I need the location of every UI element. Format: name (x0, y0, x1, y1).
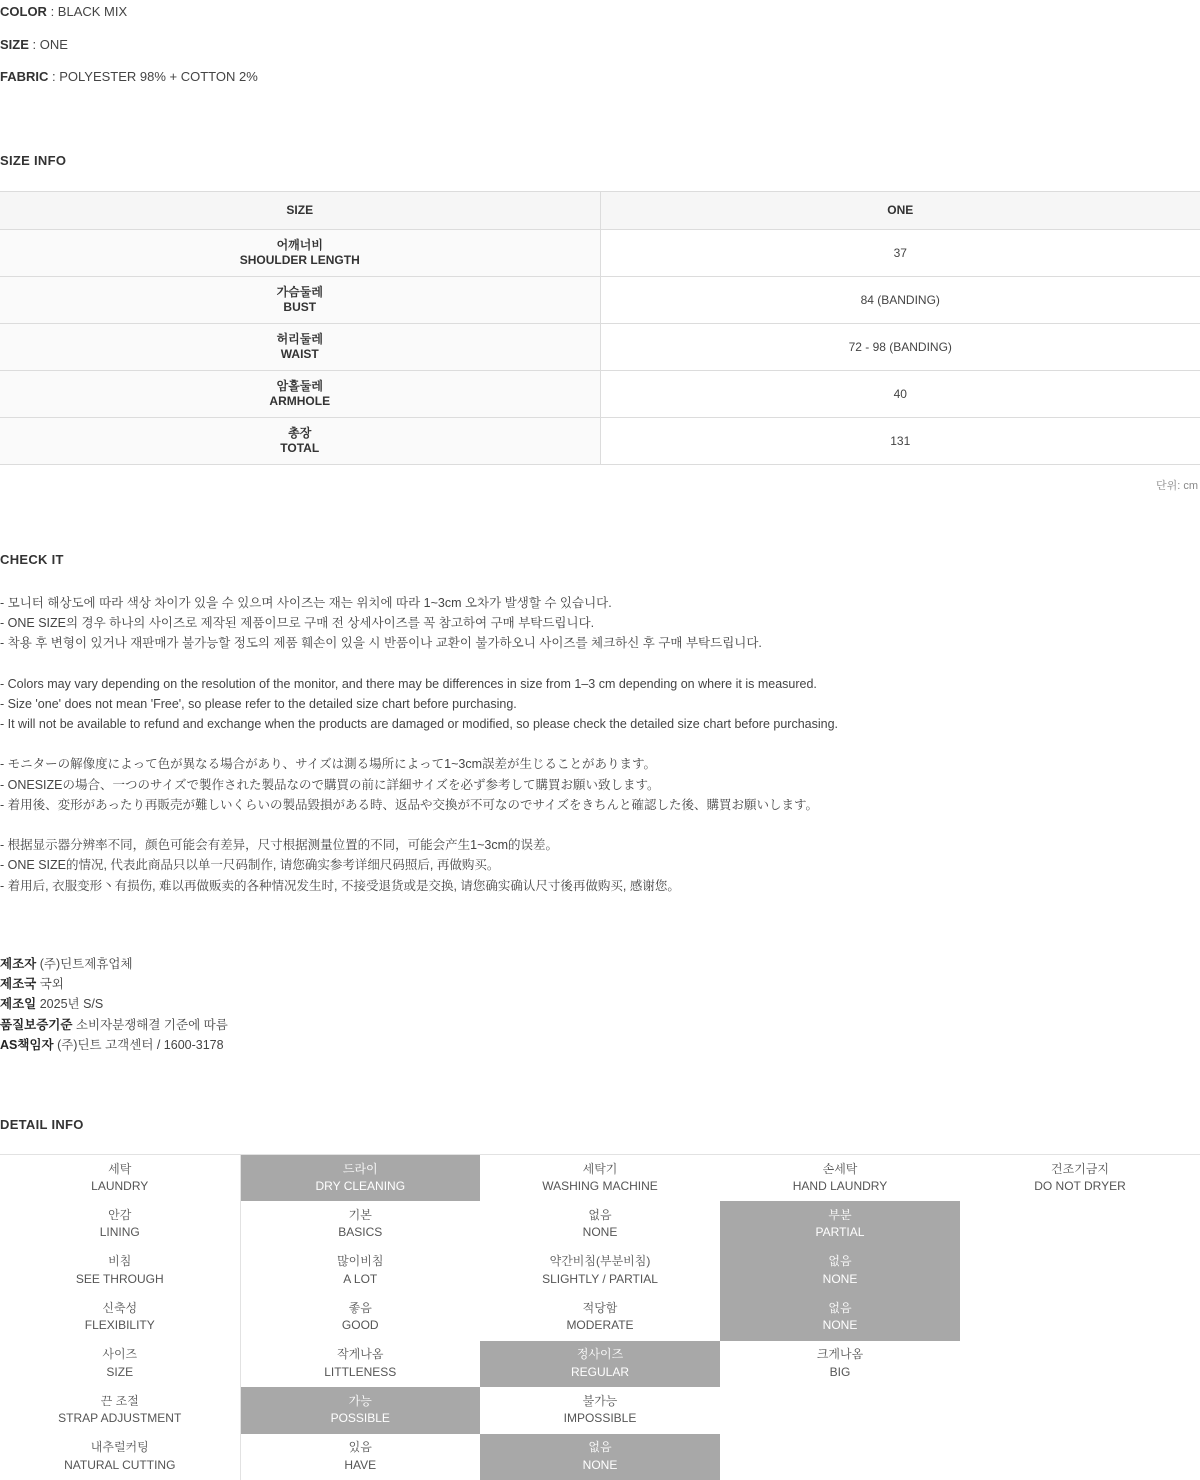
detail-row-label-kr: 안감 (108, 1207, 132, 1222)
size-row-label-kr: 허리둘레 (276, 331, 323, 346)
detail-option-cell (480, 1201, 720, 1248)
detail-option-cell (960, 1201, 1200, 1248)
detail-option-en: REGULAR (570, 1364, 629, 1379)
detail-option-kr: 기본 (348, 1207, 372, 1222)
manufacturer-value: 소비자분쟁해결 기준에 따름 (72, 1017, 228, 1032)
detail-row-label-kr: 비침 (108, 1254, 132, 1269)
detail-option-kr: 많이비침 (337, 1254, 384, 1269)
note-line: - 착용 후 변형이 있거나 재판매가 불가능할 정도의 제품 훼손이 있을 시 반품이나 교환이 불가하오니 사이즈를 체크하신 후 구매 부탁드립니다. (0, 636, 762, 651)
detail-option-cell (240, 1387, 480, 1434)
size-row-label-kr: 가슴둘레 (276, 284, 323, 299)
detail-row-label (0, 1341, 240, 1388)
detail-option-en: HAVE (344, 1457, 377, 1472)
table-row (0, 323, 1200, 370)
spec-value: : POLYESTER 98% + COTTON 2% (48, 69, 258, 85)
detail-option-kr: 없음 (828, 1300, 852, 1315)
detail-option-en: DRY CLEANING (315, 1179, 406, 1194)
detail-row-label-kr: 내추럴커팅 (90, 1440, 149, 1455)
detail-option-kr: 크게나옴 (816, 1347, 864, 1362)
detail-option-cell (960, 1155, 1200, 1202)
manufacturer-label: 제조자 (0, 956, 37, 971)
detail-info-table (0, 1154, 1200, 1480)
size-table-head (0, 191, 1200, 229)
spec-value: : ONE (28, 36, 68, 52)
manufacturer-label: 제조국 (0, 977, 37, 992)
size-row-value: 37 (600, 229, 1200, 276)
detail-row (0, 1434, 1200, 1480)
detail-option-en: IMPOSSIBLE (563, 1411, 637, 1426)
product-spec-list (0, 4, 1200, 85)
detail-option-cell (240, 1434, 480, 1480)
detail-option-cell (720, 1294, 960, 1341)
manufacturer-label: 제조일 (0, 997, 37, 1012)
size-table-header-row (0, 191, 1200, 229)
detail-option-cell (240, 1341, 480, 1388)
detail-option-kr: 손세탁 (822, 1161, 858, 1176)
detail-option-kr: 적당함 (582, 1300, 618, 1315)
note-line: - It will not be available to refund and exchange when the products are damaged or modified, so please check the detailed size chart before purchasing. (0, 717, 839, 732)
detail-option-kr: 정사이즈 (576, 1347, 624, 1362)
detail-option-cell (240, 1248, 480, 1295)
detail-option-en: SLIGHTLY / PARTIAL (542, 1271, 658, 1286)
manufacturer-label: 품질보증기준 (0, 1017, 73, 1032)
size-info-heading: SIZE INFO (0, 152, 67, 168)
detail-option-cell (480, 1155, 720, 1202)
detail-row-label (0, 1434, 240, 1480)
detail-option-kr: 좋음 (348, 1300, 372, 1315)
detail-option-en: PARTIAL (815, 1225, 865, 1240)
detail-info-heading: DETAIL INFO (0, 1117, 84, 1133)
check-it-notes (0, 593, 1200, 896)
spec-line (0, 4, 1200, 20)
detail-option-cell (720, 1201, 960, 1248)
manufacturer-value: 2025년 S/S (36, 997, 104, 1012)
size-row-label-en: TOTAL (280, 440, 320, 455)
size-row-label-kr: 어깨너비 (276, 237, 323, 252)
detail-option-en: NONE (582, 1457, 618, 1472)
note-line: - ONE SIZE的情况, 代表此商品只以单一尺码制作, 请您确实参考详细尺码照后, 再做购买。 (0, 858, 500, 873)
note-group (0, 593, 1200, 654)
note-group (0, 835, 1200, 896)
note-line: - Size 'one' does not mean 'Free', so please refer to the detailed size chart before purchasing. (0, 696, 517, 711)
detail-option-en: HAND LAUNDRY (792, 1179, 888, 1194)
table-row (0, 276, 1200, 323)
detail-option-cell (960, 1294, 1200, 1341)
detail-option-cell (720, 1341, 960, 1388)
size-row-label-kr: 총장 (288, 425, 312, 440)
note-group (0, 674, 1200, 735)
size-table-header-one: ONE (600, 191, 1200, 229)
detail-option-cell (480, 1341, 720, 1388)
detail-option-en: A LOT (343, 1271, 378, 1286)
detail-option-kr: 가능 (348, 1393, 372, 1408)
detail-row-label-en: LAUNDRY (91, 1179, 149, 1194)
detail-option-en: BASICS (338, 1225, 383, 1240)
detail-row-label-kr: 사이즈 (102, 1347, 138, 1362)
detail-option-cell (960, 1387, 1200, 1434)
detail-option-en: POSSIBLE (330, 1411, 390, 1426)
check-it-heading: CHECK IT (0, 551, 64, 567)
detail-row-label-en: NATURAL CUTTING (64, 1457, 176, 1472)
detail-option-en: MODERATE (566, 1318, 634, 1333)
detail-row-label-kr: 세탁 (108, 1161, 132, 1176)
detail-option-cell (960, 1248, 1200, 1295)
detail-option-en: NONE (822, 1318, 858, 1333)
detail-option-en: WASHING MACHINE (542, 1179, 658, 1194)
size-row-label-en: SHOULDER LENGTH (239, 252, 360, 267)
detail-option-kr: 불가능 (582, 1393, 618, 1408)
note-line: - 根据显示器分辨率不同，颜色可能会有差异，尺寸根据测量位置的不同，可能会产生1~3cm的误差。 (0, 838, 559, 853)
note-line: - モニターの解像度によって色が異なる場合があり、サイズは測る場所によって1~3cm誤差が生じることがあります。 (0, 757, 657, 772)
size-row-label-en: WAIST (280, 346, 319, 361)
manufacturer-label: AS책임자 (0, 1037, 54, 1052)
detail-row (0, 1201, 1200, 1248)
detail-option-cell (240, 1294, 480, 1341)
note-line: - 着用後、変形があったり再販売が難しいくらいの製品毀損がある時、返品や交換が不可なのでサイズをきちんと確認した後、購買お願いします。 (0, 797, 819, 812)
size-row-value: 72 - 98 (BANDING) (600, 323, 1200, 370)
size-row-label-kr: 암홀둘레 (276, 378, 323, 393)
detail-row-label (0, 1248, 240, 1295)
manufacturer-line (0, 974, 1200, 994)
detail-option-kr: 없음 (588, 1207, 612, 1222)
detail-option-en: NONE (822, 1271, 858, 1286)
detail-row-label-en: STRAP ADJUSTMENT (58, 1411, 182, 1426)
detail-option-cell (720, 1248, 960, 1295)
detail-option-cell (480, 1434, 720, 1480)
detail-option-kr: 약간비침(부분비침) (549, 1254, 651, 1269)
size-row-label (0, 370, 600, 417)
table-row (0, 417, 1200, 464)
detail-option-kr: 세탁기 (582, 1161, 618, 1176)
detail-info-body (0, 1155, 1200, 1480)
note-line: - Colors may vary depending on the resolution of the monitor, and there may be differences in size from 1–3 cm depending on where it is measured. (0, 676, 817, 691)
detail-option-cell (480, 1387, 720, 1434)
manufacturer-value: 국외 (36, 977, 64, 992)
size-unit-note: 단위: cm (1155, 479, 1198, 492)
detail-option-en: LITTLENESS (324, 1364, 397, 1379)
detail-option-cell (960, 1434, 1200, 1480)
detail-option-cell (240, 1201, 480, 1248)
detail-row (0, 1248, 1200, 1295)
detail-row-label-en: FLEXIBILITY (84, 1318, 155, 1333)
detail-option-kr: 있음 (348, 1440, 372, 1455)
detail-row-label (0, 1387, 240, 1434)
size-table-header-size: SIZE (0, 191, 600, 229)
detail-row (0, 1387, 1200, 1434)
manufacturer-value: (주)딘트제휴업체 (36, 956, 133, 971)
detail-option-en: DO NOT DRYER (1034, 1179, 1126, 1194)
detail-row-label (0, 1155, 240, 1202)
size-row-label-en: BUST (283, 299, 317, 314)
manufacturer-line (0, 954, 1200, 974)
detail-row (0, 1294, 1200, 1341)
detail-row-label-kr: 끈 조절 (100, 1393, 139, 1408)
size-info-table (0, 191, 1200, 465)
size-row-label (0, 276, 600, 323)
detail-option-cell (480, 1248, 720, 1295)
spec-key: SIZE (0, 36, 29, 52)
table-row (0, 229, 1200, 276)
detail-option-kr: 작게나옴 (337, 1347, 384, 1362)
manufacturer-info (0, 954, 1200, 1055)
detail-row-label (0, 1201, 240, 1248)
spec-key: FABRIC (0, 69, 49, 85)
detail-row-label (0, 1294, 240, 1341)
manufacturer-line (0, 1015, 1200, 1035)
detail-row-label-en: LINING (99, 1225, 140, 1240)
manufacturer-line (0, 994, 1200, 1014)
detail-option-kr: 부분 (828, 1207, 852, 1222)
detail-row-label-kr: 신축성 (102, 1300, 138, 1315)
detail-row-label-en: SIZE (106, 1364, 134, 1379)
detail-option-en: GOOD (341, 1318, 379, 1333)
detail-row (0, 1341, 1200, 1388)
spec-line (0, 37, 1200, 53)
size-row-value: 131 (600, 417, 1200, 464)
note-line: - 모니터 해상도에 따라 색상 차이가 있을 수 있으며 사이즈는 재는 위치에 따라 1~3cm 오차가 발생할 수 있습니다. (0, 595, 612, 610)
size-row-label (0, 229, 600, 276)
note-group (0, 754, 1200, 815)
manufacturer-line (0, 1035, 1200, 1055)
size-row-value: 40 (600, 370, 1200, 417)
table-row (0, 370, 1200, 417)
note-line: - ONE SIZE의 경우 하나의 사이즈로 제작된 제품이므로 구매 전 상세사이즈를 꼭 참고하여 구매 부탁드립니다. (0, 616, 595, 631)
detail-option-cell (720, 1155, 960, 1202)
detail-row-label-en: SEE THROUGH (75, 1271, 164, 1286)
size-table-body (0, 229, 1200, 464)
manufacturer-value: (주)딘트 고객센터 / 1600-3178 (53, 1037, 224, 1052)
spec-value: : BLACK MIX (46, 4, 128, 19)
detail-option-en: NONE (582, 1225, 618, 1240)
detail-option-kr: 없음 (588, 1440, 612, 1455)
detail-option-cell (960, 1341, 1200, 1388)
product-detail-page (0, 4, 1200, 1480)
size-row-value: 84 (BANDING) (600, 276, 1200, 323)
detail-option-kr: 건조기금지 (1051, 1161, 1109, 1176)
detail-option-cell (480, 1294, 720, 1341)
detail-option-cell (240, 1155, 480, 1202)
detail-row (0, 1155, 1200, 1202)
size-row-label (0, 323, 600, 370)
note-line: - ONESIZEの場合、一つのサイズで製作された製品なので購買の前に詳細サイズを必ず参考して購買お願い致します。 (0, 777, 660, 792)
size-row-label (0, 417, 600, 464)
detail-option-cell (720, 1434, 960, 1480)
detail-option-kr: 없음 (828, 1254, 852, 1269)
size-row-label-en: ARMHOLE (269, 393, 331, 408)
detail-option-cell (720, 1387, 960, 1434)
spec-key: COLOR (0, 4, 47, 19)
note-line: - 着用后, 衣服变形丶有损伤, 难以再做贩卖的各种情况发生时, 不接受退货或是交换, 请您确实确认尺寸後再做购买, 感谢您。 (0, 878, 680, 893)
detail-option-en: BIG (829, 1364, 851, 1379)
detail-option-kr: 드라이 (342, 1161, 378, 1176)
spec-line (0, 69, 1200, 85)
